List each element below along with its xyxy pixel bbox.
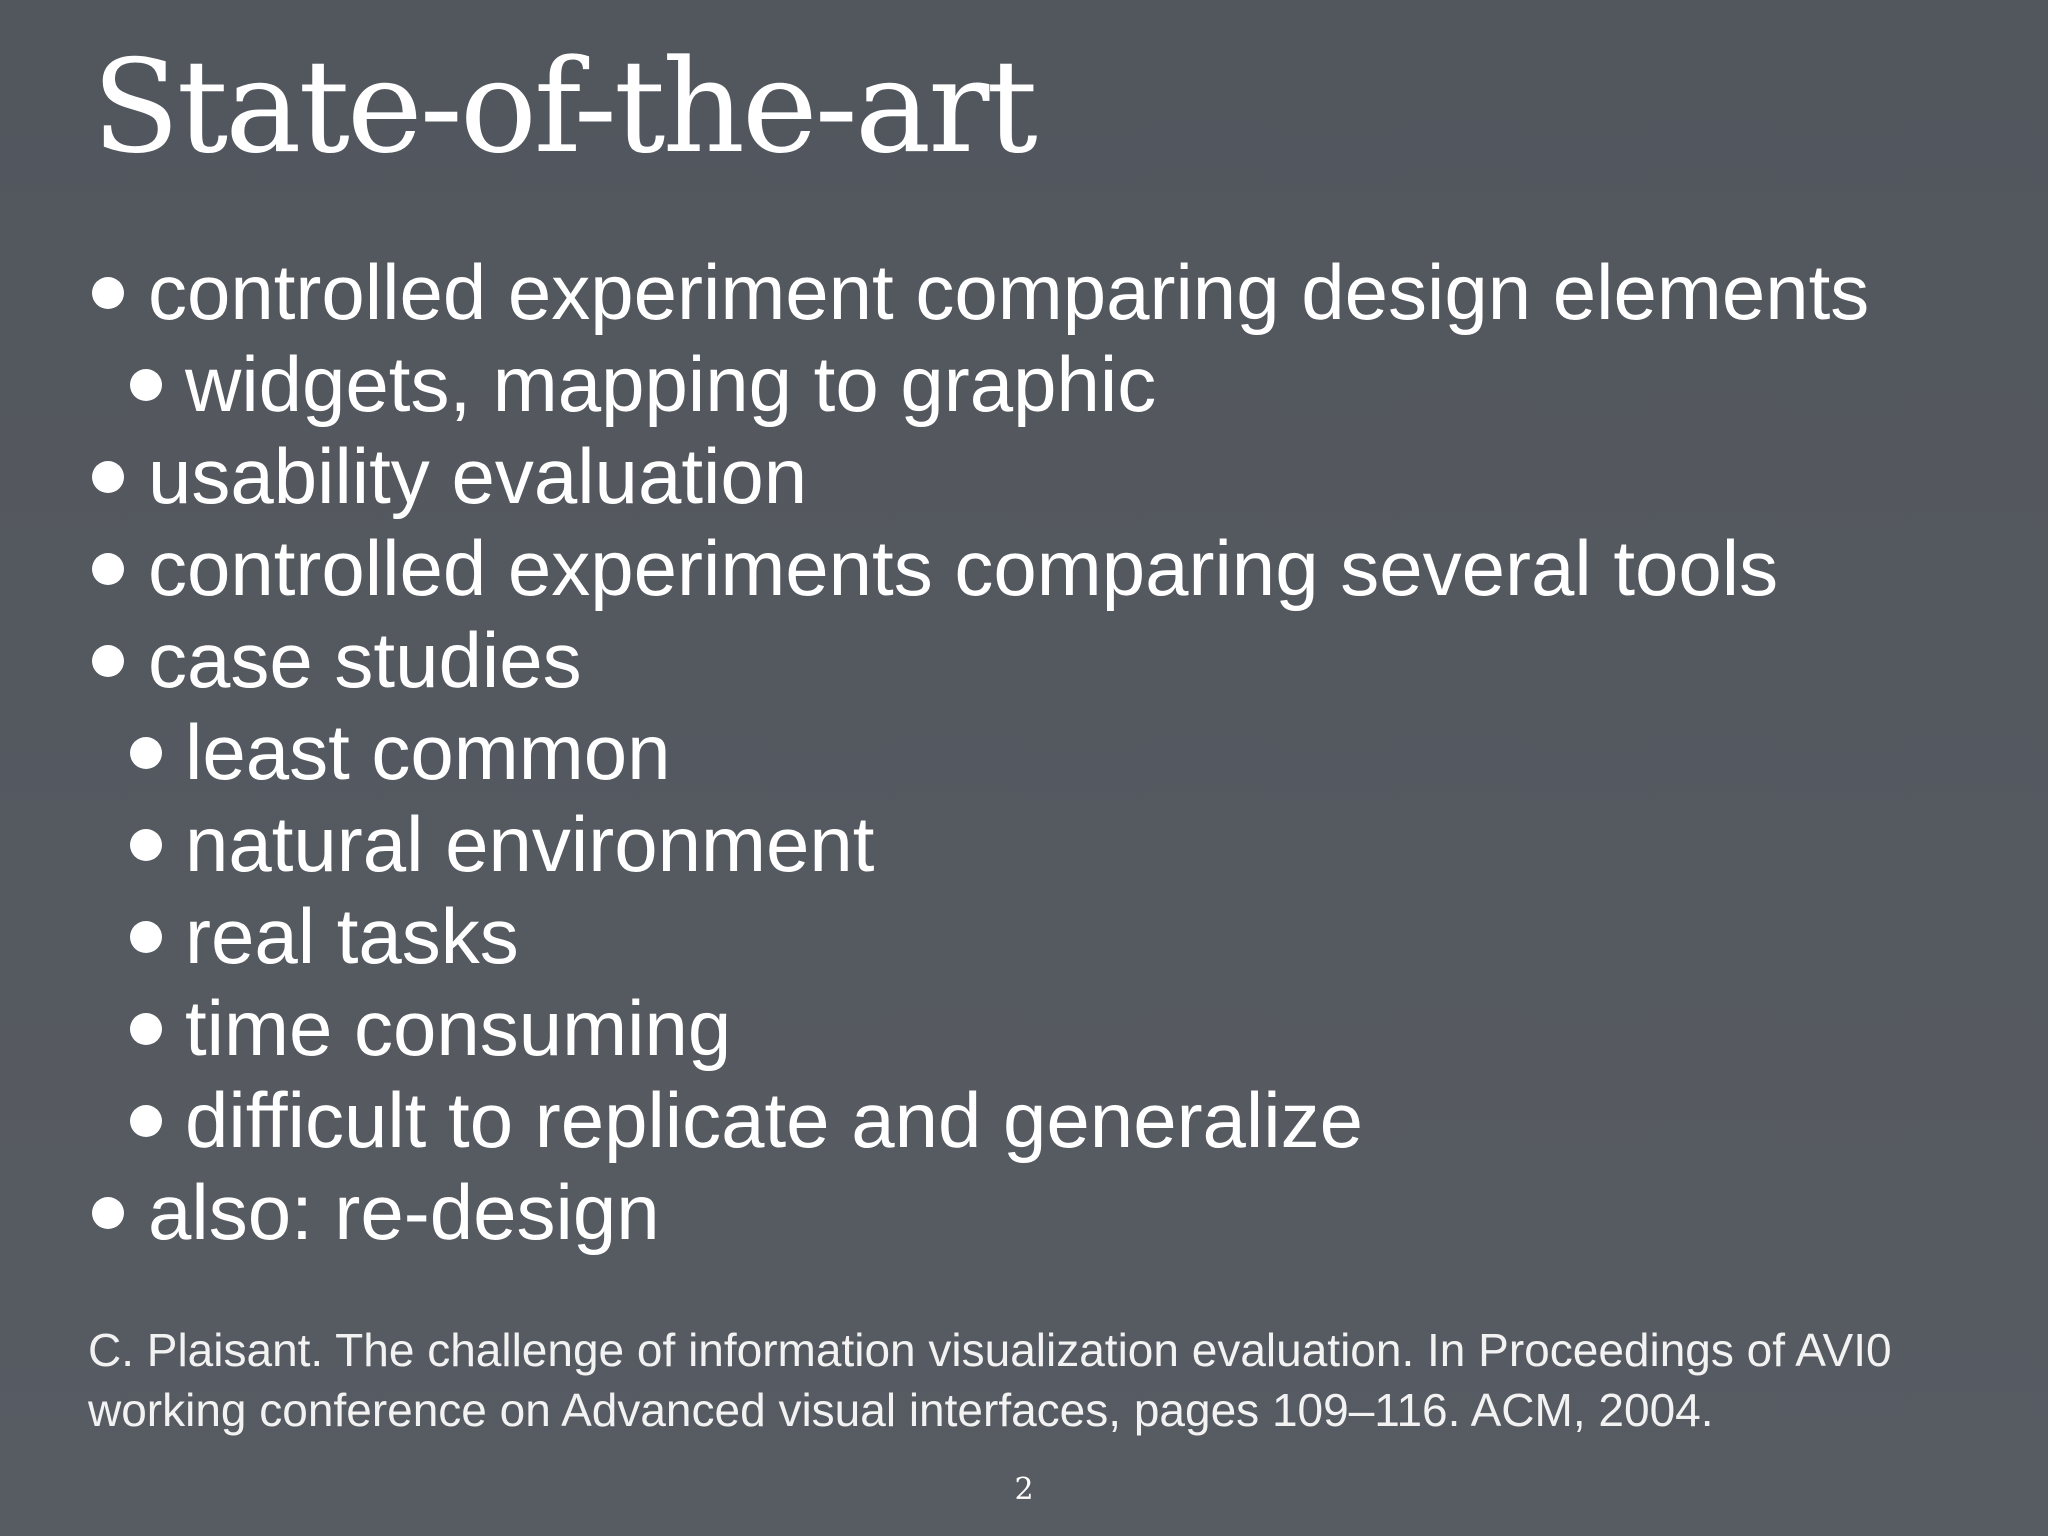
bullet-text: real tasks	[185, 892, 519, 980]
bullet-text: controlled experiment comparing design elements	[148, 248, 1870, 336]
bullet-text: controlled experiments comparing several tools	[148, 524, 1779, 612]
bullet-dot-icon	[92, 277, 124, 309]
bullet-dot-icon	[130, 829, 162, 861]
bullet-dot-icon	[130, 1105, 162, 1137]
bullet-dot-icon	[130, 1013, 162, 1045]
citation-line-1: C. Plaisant. The challenge of information visualization evaluation. In Proceedings of AVI0	[88, 1324, 1892, 1376]
bullet-text: case studies	[148, 616, 582, 704]
bullet-dot-icon	[92, 553, 124, 585]
bullet-text: also: re-design	[148, 1168, 660, 1256]
bullet-dot-icon	[130, 369, 162, 401]
bullet-text: difficult to replicate and generalize	[185, 1076, 1363, 1164]
slide-title: State-of-the-art	[92, 33, 1035, 182]
bullet-dot-icon	[92, 1197, 124, 1229]
citation-line-2: working conference on Advanced visual interfaces, pages 109–116. ACM, 2004.	[88, 1384, 1714, 1436]
bullet-text: natural environment	[185, 800, 875, 888]
bullet-text: widgets, mapping to graphic	[185, 340, 1157, 428]
bullet-text: least common	[185, 708, 671, 796]
bullet-dot-icon	[92, 461, 124, 493]
citation	[88, 1320, 2048, 1440]
page-number: 2	[1014, 1472, 1034, 1507]
bullet-text: usability evaluation	[148, 432, 808, 520]
bullet-dot-icon	[130, 921, 162, 953]
bullet-dot-icon	[130, 737, 162, 769]
bullet-text: time consuming	[185, 984, 732, 1072]
bullet-dot-icon	[92, 645, 124, 677]
